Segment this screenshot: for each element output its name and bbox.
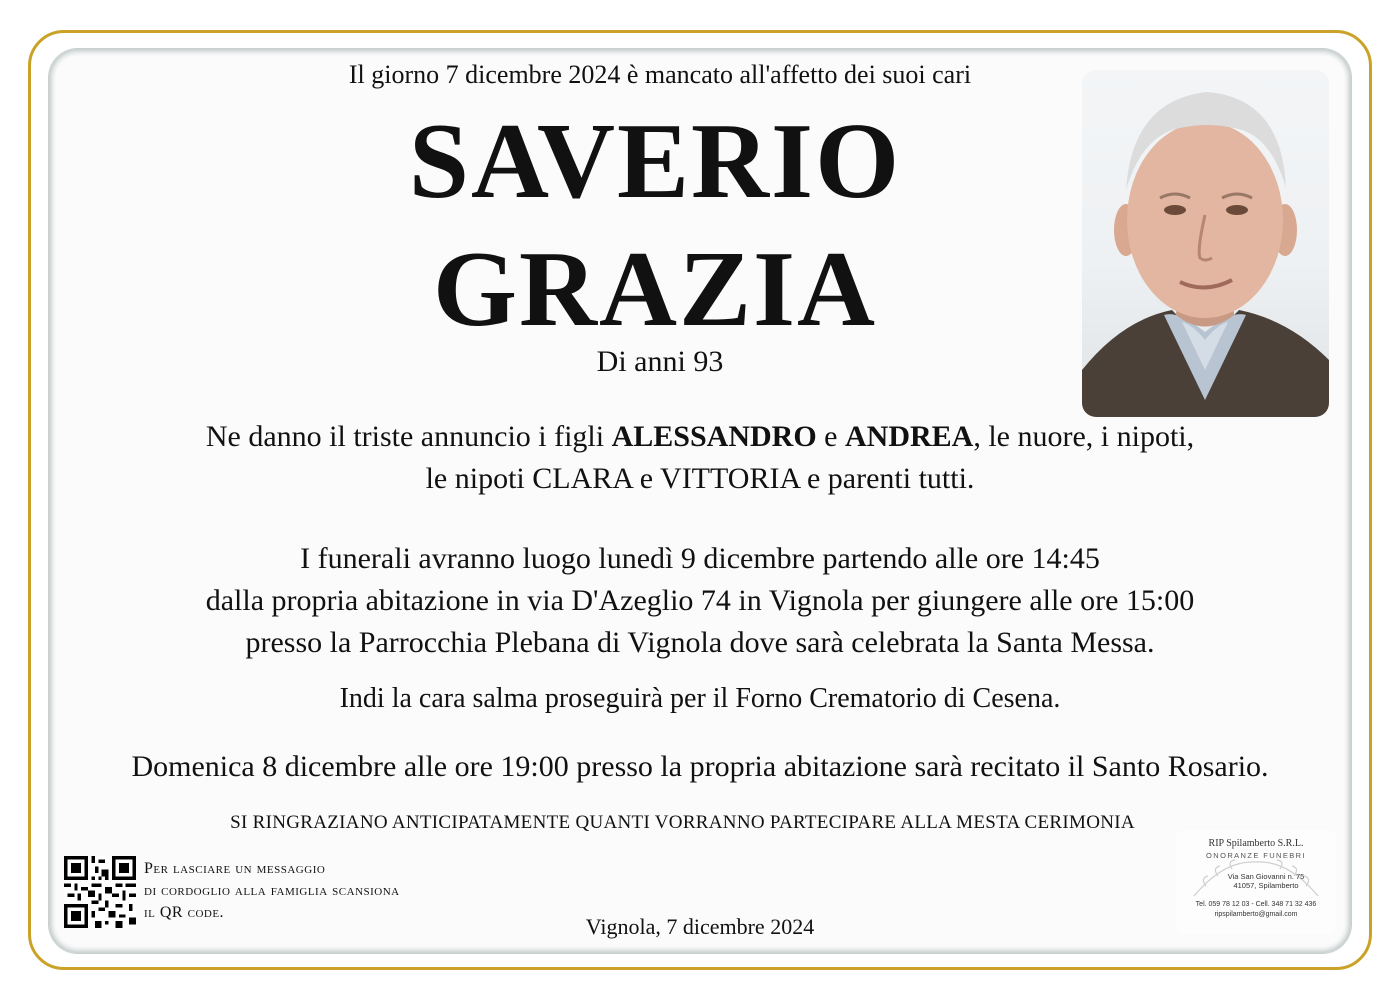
family-text-b: e: [816, 420, 845, 453]
qr-instructions: [144, 858, 474, 924]
agency-email: ripspilamberto@gmail.com: [1214, 911, 1298, 918]
qr-text-line-2: di cordoglio alla famiglia scansiona: [144, 882, 400, 899]
agency-address-line-1: Via San Giovanni n. 75: [1227, 872, 1305, 881]
qr-code-icon[interactable]: [64, 856, 136, 928]
funeral-details: [60, 538, 1340, 664]
qr-text-line-3: il QR code.: [144, 904, 225, 921]
agency-name: RIP Spilamberto S.R.L.: [1208, 838, 1304, 849]
son-name-2: ANDREA: [845, 420, 974, 453]
son-name-1: ALESSANDRO: [611, 420, 817, 453]
agency-tagline: ONORANZE FUNEBRI: [1206, 851, 1306, 860]
agency-address: [1196, 872, 1336, 890]
agency-address-line-2: 41057, Spilamberto: [1233, 881, 1299, 890]
funeral-line-2: dalla propria abitazione in via D'Azeglio 74 in Vignola per giungere alle ore 15:00: [205, 584, 1195, 617]
intro-line: Il giorno 7 dicembre 2024 è mancato all'affetto dei suoi cari: [348, 60, 972, 89]
first-name: SAVERIO: [408, 102, 902, 221]
agency-phones: Tel. 059 78 12 03 - Cell. 348 71 32 436: [1195, 901, 1317, 908]
family-announcement: [60, 416, 1340, 500]
agency-contacts: [1176, 900, 1336, 920]
portrait-photo: [1082, 70, 1329, 417]
last-name: GRAZIA: [432, 230, 878, 349]
family-text-a: Ne danno il triste annuncio i figli: [205, 420, 612, 453]
thanks-line: SI RINGRAZIANO ANTICIPATAMENTE QUANTI VORRANNO PARTECIPARE ALLA MESTA CERIMONIA: [230, 812, 1135, 833]
qr-text-line-1: Per lasciare un messaggio: [144, 860, 326, 877]
funeral-line-1: I funerali avranno luogo lunedì 9 dicembre partendo alle ore 14:45: [300, 542, 1100, 575]
family-text-c: , le nuore, i nipoti,: [973, 420, 1195, 453]
funeral-line-3: presso la Parrocchia Plebana di Vignola dove sarà celebrata la Santa Messa.: [245, 626, 1155, 659]
rosary-note: Domenica 8 dicembre alle ore 19:00 presso la propria abitazione sarà recitato il Santo Rosario.: [131, 750, 1269, 783]
family-line-2: le nipoti CLARA e VITTORIA e parenti tutti.: [425, 462, 975, 495]
family-line-1: [60, 416, 1340, 458]
cremation-note: Indi la cara salma proseguirà per il Forno Crematorio di Cesena.: [339, 683, 1061, 714]
place-date: Vignola, 7 dicembre 2024: [585, 914, 815, 939]
agency-logo: [1176, 830, 1336, 934]
portrait-image: [1082, 70, 1329, 417]
age: Di anni 93: [596, 345, 724, 378]
